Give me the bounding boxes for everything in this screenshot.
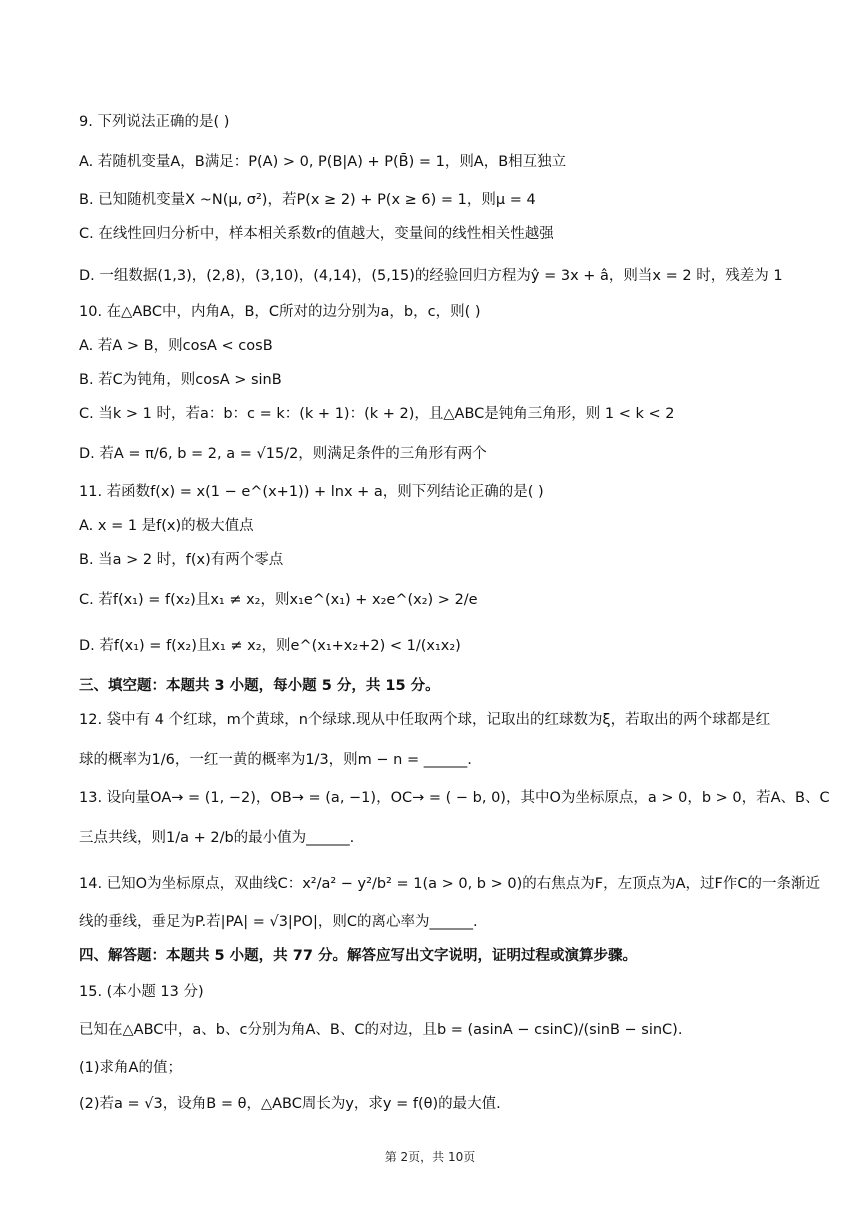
q9-option-b: B. 已知随机变量X ~N(μ, σ²)，若P(x ≥ 2) + P(x ≥ 6) = 1，则μ = 4 xyxy=(79,192,536,208)
q11-stem: 11. 若函数f(x) = x(1 − e^(x+1)) + lnx + a，则下列结论正确的是( ) xyxy=(79,484,544,500)
q12-line-2: 球的概率为1/6，一红一黄的概率为1/3，则m − n = ______. xyxy=(79,752,472,768)
q9-stem: 9. 下列说法正确的是( ) xyxy=(79,114,230,130)
q10-option-b: B. 若C为钝角，则cosA > sinB xyxy=(79,372,282,388)
q9-option-c: C. 在线性回归分析中，样本相关系数r的值越大，变量间的线性相关性越强 xyxy=(79,226,554,242)
q15-part-2: (2)若a = √3，设角B = θ，△ABC周长为y，求y = f(θ)的最大值. xyxy=(79,1096,501,1112)
q9-option-a: A. 若随机变量A，B满足：P(A) > 0, P(B|A) + P(B̄) = 1，则A，B相互独立 xyxy=(79,154,567,170)
q11-option-d: D. 若f(x₁) = f(x₂)且x₁ ≠ x₂，则e^(x₁+x₂+2) < 1/(x₁x₂) xyxy=(79,638,461,654)
q14-line-2: 线的垂线，垂足为P.若|PA| = √3|PO|，则C的离心率为______. xyxy=(79,914,478,930)
q15-part-1: (1)求角A的值； xyxy=(79,1060,182,1076)
q12-line-1: 12. 袋中有 4 个红球，m个黄球，n个绿球.现从中任取两个球，记取出的红球数为ξ，若取出的两个球都是红 xyxy=(79,712,771,728)
q15-stem: 已知在△ABC中，a、b、c分别为角A、B、C的对边，且b = (asinA − csinC)/(sinB − sinC). xyxy=(79,1022,683,1038)
section-3-heading: 三、填空题：本题共 3 小题，每小题 5 分，共 15 分。 xyxy=(79,678,440,694)
q10-option-a: A. 若A > B，则cosA < cosB xyxy=(79,338,273,354)
page-footer: 第 2页，共 10页 xyxy=(384,1150,476,1164)
section-4-heading: 四、解答题：本题共 5 小题，共 77 分。解答应写出文字说明，证明过程或演算步骤。 xyxy=(79,948,637,964)
q11-option-c: C. 若f(x₁) = f(x₂)且x₁ ≠ x₂，则x₁e^(x₁) + x₂e^(x₂) > 2/e xyxy=(79,592,478,608)
q13-line-1: 13. 设向量OA→ = (1, −2)，OB→ = (a, −1)，OC→ = ( − b, 0)，其中O为坐标原点，a > 0，b > 0，若A、B、C xyxy=(79,790,830,806)
q11-option-a: A. x = 1 是f(x)的极大值点 xyxy=(79,518,254,534)
q10-stem: 10. 在△ABC中，内角A，B，C所对的边分别为a，b，c，则( ) xyxy=(79,304,481,320)
q14-line-1: 14. 已知O为坐标原点，双曲线C：x²/a² − y²/b² = 1(a > 0, b > 0)的右焦点为F，左顶点为A，过F作C的一条渐近 xyxy=(79,876,820,892)
q10-option-c: C. 当k > 1 时，若a：b：c = k：(k + 1)：(k + 2)，且△ABC是钝角三角形，则 1 < k < 2 xyxy=(79,406,675,422)
q11-option-b: B. 当a > 2 时，f(x)有两个零点 xyxy=(79,552,284,568)
q15-header: 15. (本小题 13 分) xyxy=(79,984,204,1000)
q10-option-d: D. 若A = π/6, b = 2, a = √15/2，则满足条件的三角形有两个 xyxy=(79,446,487,462)
q13-line-2: 三点共线，则1/a + 2/b的最小值为______. xyxy=(79,830,355,846)
q9-option-d: D. 一组数据(1,3)，(2,8)，(3,10)，(4,14)，(5,15)的经验回归方程为ŷ = 3x + â，则当x = 2 时，残差为 1 xyxy=(79,268,783,284)
